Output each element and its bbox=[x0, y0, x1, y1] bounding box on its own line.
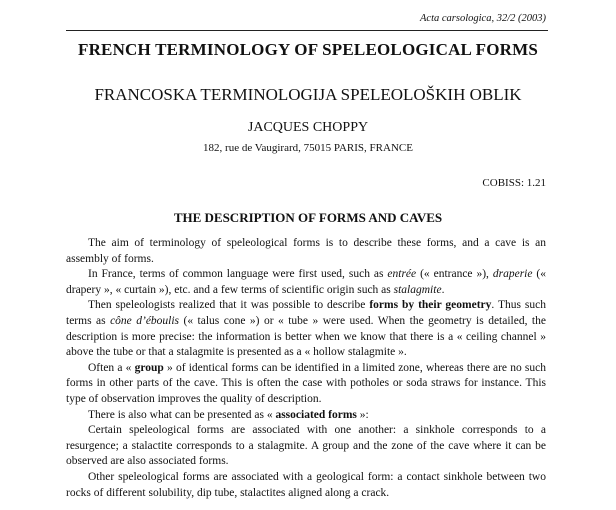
section-heading: THE DESCRIPTION OF FORMS AND CAVES bbox=[173, 210, 443, 225]
author-name: JACQUES CHOPPY bbox=[247, 120, 369, 135]
text-span: (« drapery », « curtain »), etc. and a few terms of scientific origin such as bbox=[66, 268, 546, 296]
paragraph-2 bbox=[66, 267, 546, 298]
paragraph-5 bbox=[66, 408, 546, 424]
paragraph-6: Certain speleological forms are associated with one another: a sinkhole corresponds to a resurgence; a stalactite corresponds to a stalagmite. A group and the zone of the cave where it can be observed are also associated forms. bbox=[66, 424, 546, 468]
article-subtitle: FRANCOSKA TERMINOLOGIJA SPELEOLOŠKIH OBLIK bbox=[94, 85, 522, 104]
author-address: 182, rue de Vaugirard, 75015 PARIS, FRANCE bbox=[203, 142, 413, 154]
text-span: In France, terms of common language were first used, such as bbox=[88, 268, 388, 281]
text-span: . bbox=[441, 283, 445, 296]
bold-term: forms by their geometry bbox=[369, 299, 492, 312]
text-span: » of identical forms can be identified in a limited zone, whereas there are no such forms in other parts of the cave. This is often the case with potholes or soda straws for instance. This type of observation improves the quality of description. bbox=[66, 361, 546, 405]
italic-term: stalagmite bbox=[393, 283, 442, 296]
paragraph-1: The aim of terminology of speleological forms is to describe these forms, and a cave is an assembly of forms. bbox=[66, 237, 546, 265]
text-span: »: bbox=[356, 408, 369, 421]
text-span: (« entrance »), bbox=[416, 268, 493, 281]
journal-citation: Acta carsologica, 32/2 (2003) bbox=[420, 13, 546, 24]
paragraph-4 bbox=[66, 361, 546, 408]
text-span: Then speleologists realized that it was possible to describe bbox=[88, 299, 370, 312]
bold-term: associated forms bbox=[275, 408, 357, 421]
italic-term: draperie bbox=[492, 268, 533, 281]
text-span: (« talus cone ») or « tube » were used. When the geometry is detailed, the description is more precise: the information is better when we know that there is a « ceiling channel » above the tube or that a stalagmite is presented as a « hollow stalagmite ». bbox=[66, 314, 546, 359]
article-body bbox=[66, 236, 546, 501]
text-span: There is also what can be presented as « bbox=[88, 408, 276, 421]
text-span: . Thus such terms as bbox=[66, 299, 547, 327]
paragraph-7: Other speleological forms are associated with a geological form: a contact sinkhole between two rocks of different solubility, dip tube, stalactites aligned along a crack. bbox=[66, 470, 546, 499]
italic-term: entrée bbox=[387, 268, 417, 281]
header-rule bbox=[66, 30, 548, 31]
article-title: FRENCH TERMINOLOGY OF SPELEOLOGICAL FORMS bbox=[77, 40, 538, 59]
paragraph-3 bbox=[66, 298, 546, 360]
text-span: Often a « bbox=[88, 361, 135, 374]
cobiss-code: COBISS: 1.21 bbox=[482, 177, 546, 189]
italic-term: cône d’éboulis bbox=[110, 314, 180, 327]
bold-term: group bbox=[134, 361, 164, 374]
